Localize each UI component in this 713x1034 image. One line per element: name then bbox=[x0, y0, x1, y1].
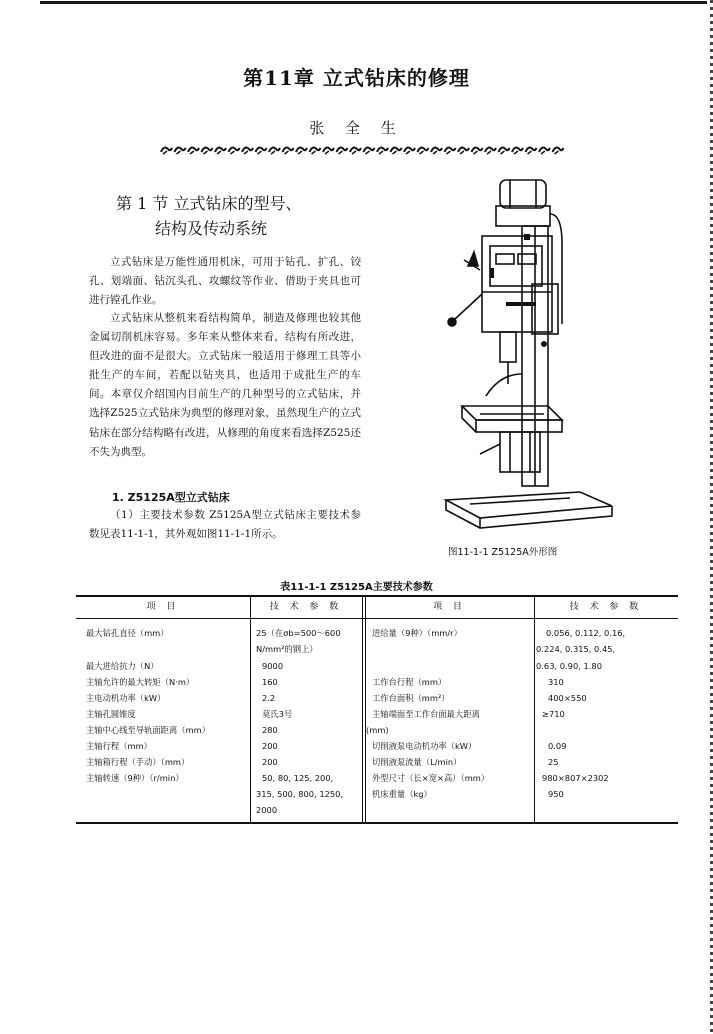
column-divider bbox=[250, 597, 251, 822]
table-cell-value: 25（在σb=500～600 bbox=[256, 628, 341, 638]
chapter-title: 第11章 立式钻床的修理 bbox=[243, 66, 470, 90]
table-cell-value: 0.224, 0.315, 0.45, bbox=[536, 644, 616, 654]
table-cell-item: 机床重量（kg） bbox=[372, 789, 432, 799]
table-cell-item: 主轴允许的最大转矩（N·m） bbox=[86, 677, 195, 687]
table-cell-value: 160 bbox=[262, 677, 278, 687]
specifications-table bbox=[76, 595, 678, 824]
column-divider bbox=[362, 597, 363, 822]
section-title-continued: 结构及传动系统 bbox=[155, 219, 268, 238]
drilling-machine-illustration bbox=[440, 174, 625, 536]
table-cell-item: 切削液泵流量（L/min） bbox=[372, 757, 462, 767]
table-cell-item: 主轴箱行程（手动）（mm） bbox=[86, 757, 190, 767]
table-cell-item: (mm) bbox=[366, 725, 389, 735]
section-title: 第 1 节 立式钻床的型号、 bbox=[116, 194, 302, 213]
body-paragraph: 立式钻床是万能性通用机床，可用于钻孔、扩孔、铰孔、划端面、钻沉头孔、攻螺纹等作业、借助于夹具也可进行镗孔作业。 bbox=[89, 256, 361, 307]
table-cell-item: 主轴行程（mm） bbox=[86, 741, 152, 751]
body-paragraph: 立式钻床从整机来看结构简单，制造及修理也较其他金属切削机床容易。多年来从整体来看，结构有所改进，但改进的面不是很大。立式钻床一般适用于修理工具等小批生产的车间，若配以钻夹具，也适用于成批生产的车间。本章仅介绍国内目前生产的几种型号的立式钻床，并选择Z525立式钻床为典型的修理对象，虽然现生产的立式钻床在部分结构略有改进，从修理的角度来看选择Z525还不失为典型。 bbox=[89, 312, 361, 458]
table-cell-item: 主轴端面至工作台面最大距离 bbox=[372, 709, 480, 719]
decorative-divider bbox=[160, 143, 565, 157]
table-cell-value: 莫氏3号 bbox=[262, 709, 293, 719]
table-cell-value: N/mm²的钢上） bbox=[256, 644, 318, 654]
table-cell-item: 工作台行程（mm） bbox=[372, 677, 447, 687]
table-cell-value: 950 bbox=[548, 789, 564, 799]
column-header-value: 技 术 参 数 bbox=[269, 602, 343, 612]
table-cell-value: 2.2 bbox=[262, 693, 276, 703]
column-header-value: 技 术 参 数 bbox=[569, 602, 643, 612]
body-paragraph: （1）主要技术参数 Z5125A型立式钻床主要技术参数见表11-1-1，其外观如图11-1-1所示。 bbox=[89, 509, 361, 541]
table-title: 表11-1-1 Z5125A主要技术参数 bbox=[280, 582, 433, 593]
table-cell-item: 切削液泵电动机功率（kW） bbox=[372, 741, 477, 751]
table-cell-value: 0.056, 0.112, 0.16, bbox=[546, 628, 626, 638]
author-name: 张 全 生 bbox=[309, 119, 404, 137]
table-cell-value: ≥710 bbox=[542, 709, 565, 719]
table-cell-value: 280 bbox=[262, 725, 278, 735]
table-cell-value: 315, 500, 800, 1250, bbox=[256, 789, 344, 799]
table-cell-item: 主轴转速（9种）（r/min） bbox=[86, 773, 184, 783]
table-cell-value: 9000 bbox=[262, 661, 284, 671]
table-cell-value: 2000 bbox=[256, 805, 278, 815]
table-cell-item: 外型尺寸（长×宽×高）（mm） bbox=[372, 773, 490, 783]
table-header-rule bbox=[76, 618, 678, 619]
table-cell-value: 25 bbox=[548, 757, 559, 767]
figure-caption: 图11-1-1 Z5125A外形图 bbox=[448, 547, 558, 558]
table-cell-item: 进给量（9种）（mm/r） bbox=[372, 628, 462, 638]
table-cell-value: 980×807×2302 bbox=[542, 773, 609, 783]
subsection-heading: 1. Z5125A型立式钻床 bbox=[112, 491, 230, 504]
table-cell-value: 200 bbox=[262, 757, 278, 767]
table-cell-item: 最大进给抗力（N） bbox=[86, 661, 159, 671]
table-cell-value: 200 bbox=[262, 741, 278, 751]
table-cell-value: 310 bbox=[548, 677, 564, 687]
column-header-item: 项 目 bbox=[146, 602, 180, 612]
table-cell-value: 0.63, 0.90, 1.80 bbox=[536, 661, 602, 671]
table-cell-value: 0.09 bbox=[548, 741, 567, 751]
table-cell-value: 50, 80, 125, 200, bbox=[262, 773, 334, 783]
top-border-rule bbox=[40, 1, 707, 4]
column-divider bbox=[534, 597, 535, 822]
column-divider bbox=[365, 597, 366, 822]
table-cell-item: 主轴中心线至导轨面距离（mm） bbox=[86, 725, 211, 735]
table-cell-item: 主轴孔圆锥度 bbox=[86, 709, 136, 719]
column-header-item: 项 目 bbox=[433, 602, 466, 612]
table-cell-item: 工作台面积（mm²） bbox=[372, 693, 450, 703]
table-cell-item: 主电动机功率（kW） bbox=[86, 693, 166, 703]
table-cell-item: 最大钻孔直径（mm） bbox=[86, 628, 169, 638]
table-cell-value: 400×550 bbox=[548, 693, 587, 703]
